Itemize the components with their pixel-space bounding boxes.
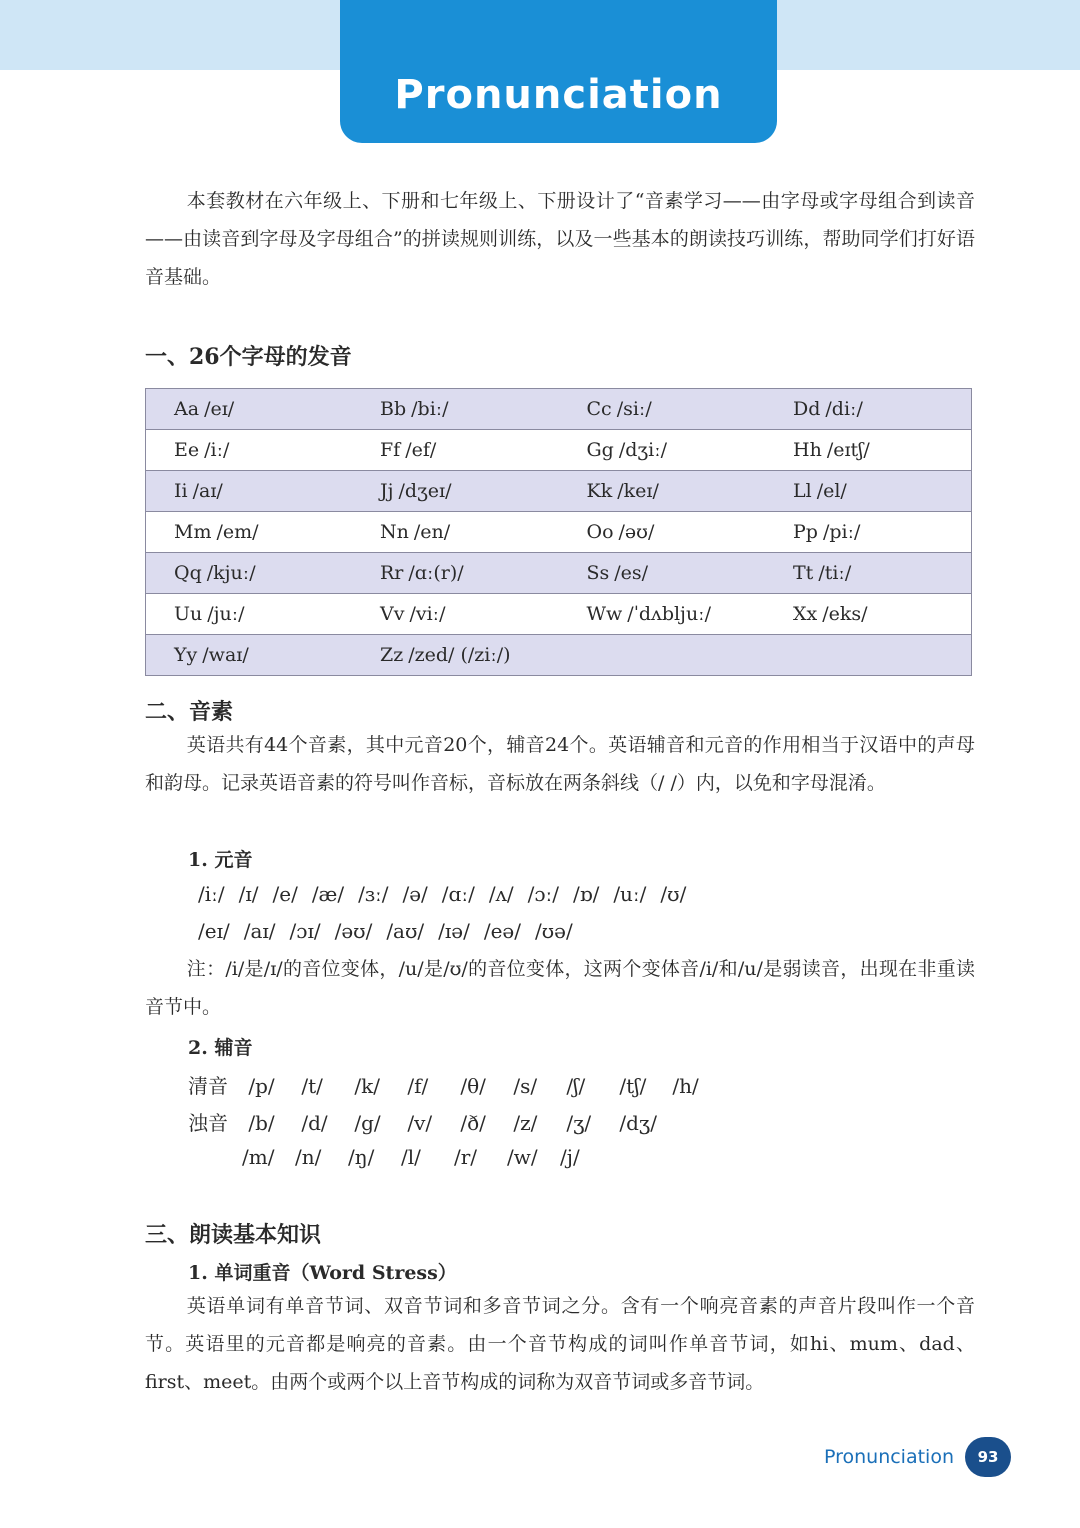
letter-phonetic: /kjuː/ (206, 562, 256, 584)
letter-phonetic: /diː/ (825, 398, 863, 420)
letter: Ee (174, 439, 200, 461)
letter-phonetic: /juː/ (207, 603, 245, 625)
vowel-symbol: /ʌ/ (488, 882, 514, 906)
alphabet-cell (146, 430, 353, 471)
section3-heading: 三、朗读基本知识 (145, 1222, 322, 1248)
alphabet-cell (146, 635, 353, 676)
variant-note: 注：/i/是/ɪ/的音位变体，/u/是/ʊ/的音位变体，这两个变体音/i/和/u/是弱读音，出现在非重读音节中。 (145, 958, 975, 1018)
vowel-symbol: /ɔː/ (527, 882, 560, 906)
alphabet-cell (765, 389, 972, 430)
alphabet-cell (352, 389, 559, 430)
letter: Zz (380, 644, 404, 666)
vowel-symbol: /ʊə/ (535, 919, 573, 943)
alphabet-cell (559, 430, 766, 471)
alphabet-row (146, 594, 972, 635)
consonant-symbol: /g/ (354, 1111, 381, 1135)
letter: Kk (586, 480, 613, 502)
vowel-row-1 (198, 882, 700, 906)
vowel-symbol: /uː/ (613, 882, 647, 906)
vowel-symbol: /ɒ/ (573, 882, 600, 906)
vowel-symbol: /ɜː/ (358, 882, 389, 906)
voiced-label: 浊音 (188, 1111, 228, 1135)
page-number-badge: 93 (965, 1437, 1011, 1477)
letter: Mm (174, 521, 212, 543)
consonant-symbol: /ʃ/ (566, 1074, 586, 1098)
vowel-symbol: /ɪə/ (438, 919, 470, 943)
consonant-symbol: /p/ (248, 1074, 275, 1098)
vowel-symbol: /ɑː/ (441, 882, 475, 906)
section2-heading: 二、音素 (145, 699, 234, 725)
alphabet-cell (559, 594, 766, 635)
footer-label: Pronunciation (823, 1446, 954, 1468)
voiceless-label: 清音 (188, 1074, 228, 1098)
vowel-symbol: /iː/ (198, 882, 225, 906)
voiceless-row (188, 1070, 725, 1099)
letter: Ww (586, 603, 623, 625)
letter-phonetic: /ɑː(r)/ (408, 562, 464, 584)
letter-phonetic: /en/ (413, 521, 451, 543)
consonant-symbol: /t/ (301, 1074, 323, 1098)
letter-phonetic: /əʊ/ (618, 521, 655, 543)
letter: Yy (174, 644, 198, 666)
alphabet-table (145, 388, 972, 676)
alphabet-cell (559, 471, 766, 512)
consonant-symbol: /θ/ (460, 1074, 486, 1098)
alphabet-cell (352, 594, 559, 635)
letter-phonetic: /tiː/ (818, 562, 852, 584)
letter: Nn (380, 521, 409, 543)
consonant-symbol: /w/ (507, 1145, 538, 1169)
letter: Ll (793, 480, 812, 502)
word-stress-heading: 1. 单词重音（Word Stress） (188, 1262, 457, 1284)
consonant-symbol: /ŋ/ (348, 1145, 375, 1169)
consonant-symbol: /b/ (248, 1111, 275, 1135)
letter: Bb (380, 398, 407, 420)
alphabet-cell (146, 512, 353, 553)
alphabet-cell (352, 635, 559, 676)
consonant-symbol: /v/ (407, 1111, 433, 1135)
alphabet-cell (765, 430, 972, 471)
letter-phonetic: /em/ (216, 521, 259, 543)
vowel-symbol: /ʊ/ (660, 882, 687, 906)
letter: Rr (380, 562, 404, 584)
letter-phonetic: /eɪ/ (204, 398, 235, 420)
consonant-symbol: /s/ (513, 1074, 538, 1098)
alphabet-cell (146, 553, 353, 594)
vowel-symbol: /əʊ/ (334, 919, 373, 943)
voiced-row (188, 1107, 672, 1136)
letter-phonetic: /eks/ (822, 603, 868, 625)
alphabet-cell (765, 512, 972, 553)
alphabet-cell (146, 389, 353, 430)
consonants-heading: 2. 辅音 (188, 1037, 253, 1059)
alphabet-cell (559, 389, 766, 430)
consonant-symbol: /j/ (560, 1145, 580, 1169)
vowel-symbol: /ə/ (402, 882, 428, 906)
letter-phonetic: /eɪtʃ/ (826, 439, 870, 461)
consonant-symbol: /r/ (454, 1145, 478, 1169)
alphabet-row (146, 635, 972, 676)
letter-phonetic: /siː/ (616, 398, 652, 420)
consonant-symbol: /tʃ/ (619, 1074, 647, 1098)
alphabet-cell (559, 553, 766, 594)
alphabet-cell (559, 635, 766, 676)
letter: Ii (174, 480, 188, 502)
alphabet-cell (352, 553, 559, 594)
page-title: Pronunciation (394, 72, 723, 118)
voiced-row-2 (242, 1145, 613, 1169)
letter-phonetic: /zed/ (/ziː/) (408, 644, 511, 666)
vowel-symbol: /æ/ (311, 882, 345, 906)
letter: Qq (174, 562, 202, 584)
alphabet-row (146, 430, 972, 471)
vowel-symbol: /eɪ/ (198, 919, 230, 943)
letter: Hh (793, 439, 822, 461)
section1-heading: 一、26个字母的发音 (145, 344, 352, 370)
alphabet-row (146, 553, 972, 594)
letter-phonetic: /keɪ/ (617, 480, 659, 502)
alphabet-cell (146, 471, 353, 512)
alphabet-cell (765, 635, 972, 676)
consonant-symbol: /d/ (301, 1111, 328, 1135)
alphabet-cell (352, 471, 559, 512)
word-stress-paragraph: 英语单词有单音节词、双音节词和多音节词之分。含有一个响亮音素的声音片段叫作一个音节。英语里的元音都是响亮的音素。由一个音节构成的词叫作单音节词，如hi、mum、dad、first、meet。由两个或两个以上音节构成的词称为双音节词或多音节词。 (145, 1295, 975, 1393)
letter: Pp (793, 521, 818, 543)
letter-phonetic: /ˈdʌbljuː/ (627, 603, 711, 625)
letter-phonetic: /dʒiː/ (618, 439, 668, 461)
alphabet-row (146, 512, 972, 553)
letter-phonetic: /ef/ (405, 439, 437, 461)
consonant-symbol: /f/ (407, 1074, 429, 1098)
letter-phonetic: /waɪ/ (202, 644, 249, 666)
letter-phonetic: /el/ (816, 480, 847, 502)
letter: Dd (793, 398, 821, 420)
letter-phonetic: /viː/ (409, 603, 446, 625)
alphabet-cell (352, 430, 559, 471)
letter: Uu (174, 603, 203, 625)
letter: Jj (380, 480, 394, 502)
phoneme-paragraph: 英语共有44个音素，其中元音20个，辅音24个。英语辅音和元音的作用相当于汉语中的声母和韵母。记录英语音素的符号叫作音标，音标放在两条斜线（/ /）内，以免和字母混淆。 (145, 734, 975, 794)
alphabet-cell (146, 594, 353, 635)
letter: Ff (380, 439, 401, 461)
letter: Vv (380, 603, 405, 625)
letter: Xx (793, 603, 818, 625)
vowel-symbol: /aʊ/ (386, 919, 425, 943)
letter-phonetic: /piː/ (822, 521, 861, 543)
letter: Ss (586, 562, 610, 584)
consonant-symbol: /n/ (295, 1145, 322, 1169)
letter-phonetic: /biː/ (411, 398, 449, 420)
alphabet-row (146, 471, 972, 512)
letter: Cc (586, 398, 612, 420)
title-tab (340, 0, 777, 143)
alphabet-cell (559, 512, 766, 553)
letter: Tt (793, 562, 814, 584)
consonant-symbol: /z/ (513, 1111, 538, 1135)
consonant-symbol: /k/ (354, 1074, 380, 1098)
letter: Aa (174, 398, 200, 420)
alphabet-cell (765, 594, 972, 635)
vowel-symbol: /eə/ (483, 919, 521, 943)
alphabet-cell (352, 512, 559, 553)
vowels-heading: 1. 元音 (188, 849, 253, 871)
vowel-symbol: /e/ (272, 882, 298, 906)
consonant-symbol: /dʒ/ (619, 1111, 657, 1135)
letter-phonetic: /dʒeɪ/ (398, 480, 452, 502)
letter-phonetic: /aɪ/ (192, 480, 223, 502)
intro-paragraph: 本套教材在六年级上、下册和七年级上、下册设计了“音素学习——由字母或字母组合到读音——由读音到字母及字母组合”的拼读规则训练，以及一些基本的朗读技巧训练，帮助同学们打好语音基础。 (145, 190, 975, 288)
letter: Oo (586, 521, 614, 543)
vowel-row-2 (198, 919, 587, 943)
vowel-symbol: /ɪ/ (238, 882, 259, 906)
consonant-symbol: /h/ (672, 1074, 699, 1098)
consonant-symbol: /m/ (242, 1145, 275, 1169)
alphabet-row (146, 389, 972, 430)
letter-phonetic: /iː/ (204, 439, 230, 461)
vowel-symbol: /ɔɪ/ (289, 919, 321, 943)
letter-phonetic: /es/ (614, 562, 649, 584)
alphabet-cell (765, 553, 972, 594)
consonant-symbol: /ð/ (460, 1111, 486, 1135)
consonant-symbol: /ʒ/ (566, 1111, 592, 1135)
letter: Gg (586, 439, 614, 461)
vowel-symbol: /aɪ/ (243, 919, 276, 943)
consonant-symbol: /l/ (401, 1145, 421, 1169)
alphabet-cell (765, 471, 972, 512)
